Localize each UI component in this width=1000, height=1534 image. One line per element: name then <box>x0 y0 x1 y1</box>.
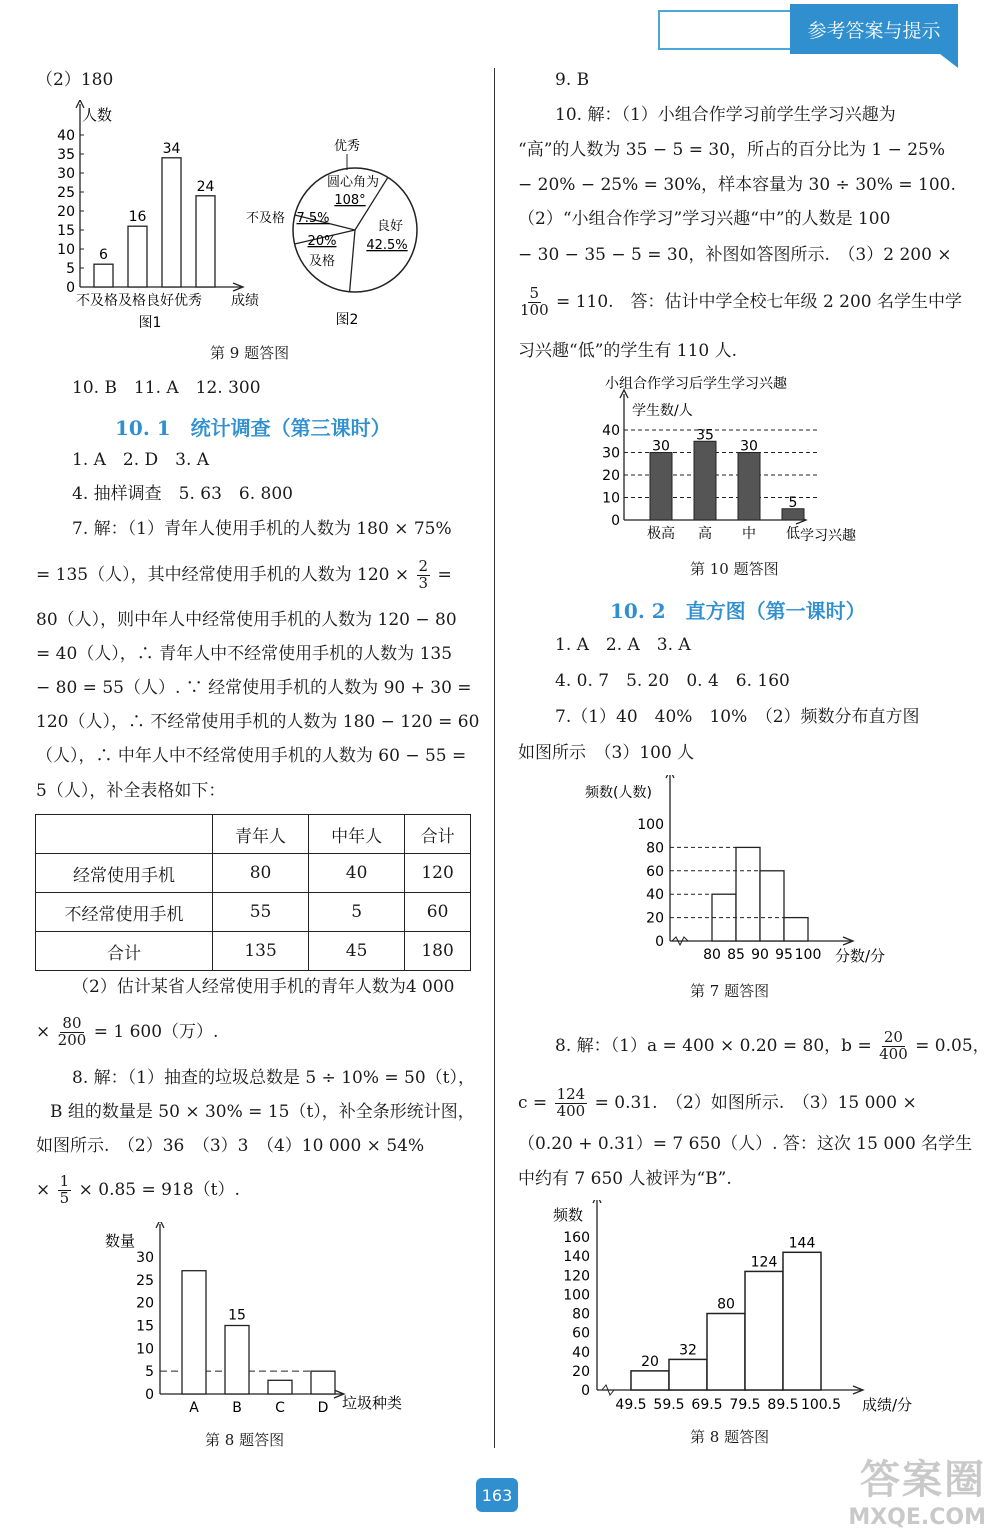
bar <box>736 847 760 941</box>
y-tick-label: 80 <box>646 840 664 857</box>
answer-line <box>518 286 962 319</box>
answer-line: 如图所示 （3）100 人 <box>518 743 695 763</box>
bar <box>784 918 808 941</box>
x-tick-label: 极高 <box>647 526 675 542</box>
answer-line: 8. 解：（1）抽查的垃圾总数是 5 ÷ 10% = 50（t）， <box>72 1068 476 1088</box>
bar-value-label: 30 <box>740 438 758 455</box>
y-tick-label: 10 <box>136 1341 154 1358</box>
table-cell: 120 <box>405 854 471 893</box>
fig8-right-histogram <box>550 1200 930 1415</box>
y-tick-label: 0 <box>145 1387 154 1403</box>
section-title: 10. 1 统计调查（第三课时） <box>115 416 391 440</box>
fraction <box>879 1030 908 1063</box>
table-cell: 55 <box>213 893 309 932</box>
denominator: 400 <box>556 1101 586 1120</box>
denominator: 100 <box>520 300 549 319</box>
text-segment: c = <box>518 1092 548 1113</box>
fig10-bar-chart <box>600 370 890 550</box>
answer-line: 80（人），则中年人中经常使用手机的人数为 120 − 80 <box>36 610 457 630</box>
y-tick-label: 10 <box>602 490 620 507</box>
table-row <box>36 854 471 893</box>
pie-inner-label: 7.5% <box>296 211 330 226</box>
answer-line: 5（人），补全表格如下： <box>36 781 226 801</box>
table-cell: 60 <box>405 893 471 932</box>
fraction <box>417 559 431 592</box>
answer-line: 9. B <box>555 70 590 90</box>
answer-line <box>518 1087 917 1120</box>
fig8-right-caption: 第 8 题答图 <box>690 1428 770 1446</box>
pie-slice-label: 优秀 <box>333 139 361 154</box>
bar-value-label: 24 <box>196 178 215 195</box>
pie-inner-label: 圆心角为 <box>326 175 380 190</box>
x-tick-label: 中 <box>742 526 756 542</box>
pie-slice-label: 良好 <box>376 219 404 234</box>
pie-inner-label: 20% <box>307 234 337 249</box>
text-segment: × <box>36 1179 51 1200</box>
x-tick-label: 80 <box>703 947 721 963</box>
x-tick-label: 89.5 <box>767 1397 799 1413</box>
y-tick-label: 10 <box>57 242 75 258</box>
x-tick-label: 85 <box>727 947 745 963</box>
y-axis-label: 人数 <box>82 106 113 124</box>
y-tick-label: 0 <box>655 934 664 950</box>
y-tick-label: 40 <box>572 1344 590 1361</box>
y-tick-label: 100 <box>637 817 664 833</box>
fig8-left-caption: 第 8 题答图 <box>205 1431 285 1449</box>
answer-line: − 20% − 25% = 30%，样本容量为 30 ÷ 30% = 100. <box>518 175 956 195</box>
table-cell: 青年人 <box>213 815 309 854</box>
y-tick-label: 40 <box>57 128 75 144</box>
bar <box>94 264 113 287</box>
answer-line: 中约有 7 650 人被评为“B”. <box>518 1169 732 1189</box>
denominator: 5 <box>59 1188 70 1207</box>
watermark-url: MXQE.COM <box>848 1505 986 1530</box>
y-tick-label: 25 <box>57 185 75 201</box>
answer-line: 4. 抽样调查 5. 63 6. 800 <box>72 484 293 504</box>
page-number: 163 <box>476 1478 518 1512</box>
bar-value-label: 144 <box>788 1235 816 1252</box>
y-axis-label: 频数 <box>553 1206 584 1224</box>
answer-line: − 80 = 55（人）. ∵ 经常使用手机的人数为 90 + 30 = <box>36 678 472 698</box>
fraction <box>58 1174 72 1207</box>
numerator: 1 <box>59 1172 70 1190</box>
numerator: 20 <box>883 1028 903 1046</box>
table-cell: 135 <box>213 932 309 971</box>
y-tick-label: 0 <box>66 280 75 296</box>
y-tick-label: 160 <box>563 1230 590 1246</box>
x-tick-label: 95 <box>775 947 793 963</box>
bar-value-label: 34 <box>162 140 181 157</box>
pie-slice-label: 及格 <box>308 254 336 269</box>
text-segment: × 0.85 = 918（t）. <box>78 1179 240 1200</box>
answer-line: 1. A 2. D 3. A <box>72 450 210 470</box>
numerator: 5 <box>529 284 540 302</box>
bar-value-label: 30 <box>652 438 670 455</box>
x-axis-label: 分数/分 <box>835 947 886 965</box>
bar-value-label: 20 <box>641 1353 659 1370</box>
fig7-caption: 第 7 题答图 <box>690 982 770 1000</box>
x-axis-label: 垃圾种类 <box>342 1394 403 1412</box>
answer-line <box>36 1016 218 1049</box>
x-tick-label: 不及格及格良好优秀 <box>76 293 202 309</box>
bar-value-label: 32 <box>679 1342 697 1359</box>
bar <box>268 1380 292 1394</box>
y-tick-label: 15 <box>136 1318 154 1335</box>
bar-value-label: 16 <box>128 209 147 226</box>
denominator: 400 <box>879 1044 908 1063</box>
table-cell: 不经常使用手机 <box>36 893 213 932</box>
numerator: 124 <box>556 1085 586 1103</box>
bar-value-label: 6 <box>99 247 108 264</box>
y-tick-label: 20 <box>646 910 664 927</box>
pie-inner-label: 42.5% <box>366 238 408 253</box>
y-tick-label: 20 <box>57 204 75 220</box>
x-axis-label: 成绩 <box>231 293 259 309</box>
fig9-pie-chart <box>230 130 430 335</box>
table-cell: 中年人 <box>309 815 405 854</box>
table-cell: 80 <box>213 854 309 893</box>
answer-line: 习兴趣“低”的学生有 110 人. <box>518 341 738 361</box>
bar <box>745 1271 783 1390</box>
x-tick-label: B <box>232 1400 242 1416</box>
text-segment: × <box>36 1021 51 1042</box>
bar <box>128 226 147 287</box>
bar <box>650 453 672 521</box>
answer-line: （2）180 <box>36 70 114 90</box>
y-axis-label: 学生数/人 <box>632 403 693 419</box>
table-row <box>36 932 471 971</box>
table-cell: 40 <box>309 854 405 893</box>
bar <box>162 158 181 287</box>
text-segment: = 0.05， <box>915 1035 990 1056</box>
bar-value-label: 15 <box>228 1307 246 1324</box>
y-tick-label: 120 <box>563 1268 590 1285</box>
answer-line: 4. 0. 7 5. 20 0. 4 6. 160 <box>555 671 790 691</box>
section-title: 10. 2 直方图（第一课时） <box>610 599 866 623</box>
y-tick-label: 80 <box>572 1306 590 1323</box>
bar <box>707 1314 745 1391</box>
x-tick-label: 59.5 <box>653 1397 685 1413</box>
y-tick-label: 15 <box>57 223 75 239</box>
bar <box>182 1271 206 1394</box>
y-tick-label: 35 <box>57 147 75 163</box>
table-cell: 经常使用手机 <box>36 854 213 893</box>
bar <box>631 1371 669 1390</box>
fraction <box>520 286 549 319</box>
phone-usage-table <box>35 814 471 971</box>
answer-line: 10. 解：（1）小组合作学习前学生学习兴趣为 <box>555 105 896 125</box>
y-tick-label: 100 <box>563 1287 590 1304</box>
y-tick-label: 30 <box>57 166 75 182</box>
chart-title: 图1 <box>138 315 162 331</box>
y-tick-label: 5 <box>145 1364 154 1381</box>
y-tick-label: 20 <box>572 1363 590 1380</box>
answer-line: 如图所示. （2）36 （3）3 （4）10 000 × 54% <box>36 1136 425 1156</box>
x-tick-label: 79.5 <box>729 1397 761 1413</box>
answer-line: （0.20 + 0.31）= 7 650（人）. 答：这次 15 000 名学生 <box>518 1134 973 1154</box>
table-cell: 合计 <box>36 932 213 971</box>
x-axis-label: 成绩/分 <box>862 1396 913 1414</box>
bar <box>225 1326 249 1395</box>
header-tail <box>940 54 958 68</box>
y-axis-label: 频数(人数) <box>585 785 652 801</box>
bar <box>196 196 215 287</box>
bar <box>311 1371 335 1394</box>
fig7-histogram <box>580 775 900 975</box>
y-tick-label: 5 <box>66 261 75 277</box>
x-tick-label: 90 <box>751 947 769 963</box>
answer-line: B 组的数量是 50 × 30% = 15（t），补全条形统计图， <box>50 1102 475 1122</box>
x-tick-label: 低 <box>786 526 800 542</box>
answer-line: “高”的人数为 35 − 5 = 30，所占的百分比为 1 − 25% <box>518 140 946 160</box>
answer-line: （2）估计某省人经常使用手机的青年人数为4 000 <box>72 977 455 997</box>
fraction <box>555 1087 588 1120</box>
bar-value-label: 80 <box>717 1296 735 1313</box>
y-tick-label: 20 <box>136 1295 154 1312</box>
table-cell: 5 <box>309 893 405 932</box>
x-tick-label: C <box>275 1400 285 1416</box>
watermark-text: 答案圈 <box>860 1457 986 1503</box>
answer-line: 120（人），∴ 不经常使用手机的人数为 180 − 120 = 60 <box>36 712 480 732</box>
y-tick-label: 40 <box>646 887 664 904</box>
column-divider <box>494 68 495 1448</box>
bar <box>669 1359 707 1390</box>
text-segment: = 0.31. （2）如图所示. （3）15 000 × <box>594 1092 917 1113</box>
y-tick-label: 60 <box>646 863 664 880</box>
fig9-caption: 第 9 题答图 <box>210 344 290 362</box>
y-tick-label: 0 <box>581 1383 590 1399</box>
text-segment: = 1 600（万）. <box>93 1021 219 1042</box>
y-axis-label: 数量 <box>105 1232 136 1250</box>
bar-value-label: 35 <box>696 427 714 444</box>
bar <box>783 1252 821 1390</box>
bar-value-label: 124 <box>750 1254 778 1271</box>
bar <box>760 871 784 941</box>
answer-line: = 40（人），∴ 青年人中不经常使用手机的人数为 135 <box>36 644 453 664</box>
table-cell: 45 <box>309 932 405 971</box>
denominator: 200 <box>57 1030 87 1049</box>
x-tick-label: 高 <box>698 526 712 542</box>
bar <box>738 453 760 521</box>
table-header-row <box>36 815 471 854</box>
y-tick-label: 25 <box>136 1272 154 1289</box>
y-tick-label: 30 <box>136 1250 154 1266</box>
bar-value-label: 5 <box>788 494 798 511</box>
header-title: 参考答案与提示 <box>790 4 958 54</box>
y-tick-label: 40 <box>602 423 620 439</box>
answer-line: 1. A 2. A 3. A <box>555 635 691 655</box>
table-cell: 合计 <box>405 815 471 854</box>
y-tick-label: 0 <box>611 513 620 529</box>
y-tick-label: 60 <box>572 1325 590 1342</box>
chart-title: 小组合作学习后学生学习兴趣 <box>605 376 787 392</box>
fig10-caption: 第 10 题答图 <box>690 560 779 578</box>
text-segment: = <box>437 564 452 585</box>
pie-slice-border <box>350 230 355 292</box>
x-tick-label: 49.5 <box>615 1397 647 1413</box>
fig8-left-bar-chart <box>100 1222 420 1422</box>
answer-line <box>36 1174 240 1207</box>
text-segment: = 110. 答：估计中学全校七年级 2 200 名学生中学 <box>556 291 963 312</box>
x-tick-label: D <box>317 1400 329 1416</box>
pie-slice-label: 不及格 <box>245 211 285 226</box>
bar <box>694 441 716 520</box>
answer-line: − 30 − 35 − 5 = 30，补图如答图所示. （3）2 200 × <box>518 245 952 265</box>
text-segment: 8. 解：（1）a = 400 × 0.20 = 80，b = <box>555 1035 872 1056</box>
y-tick-label: 20 <box>602 468 620 484</box>
pie-inner-value: 108° <box>334 193 366 208</box>
answer-line: （人），∴ 中年人中不经常使用手机的人数为 60 − 55 = <box>36 746 467 766</box>
y-tick-label: 140 <box>563 1249 590 1266</box>
answer-line <box>36 559 452 592</box>
denominator: 3 <box>418 573 429 592</box>
fraction <box>58 1016 87 1049</box>
answer-line: 7.（1）40 40% 10% （2）频数分布直方图 <box>555 707 920 727</box>
table-row <box>36 893 471 932</box>
numerator: 80 <box>62 1014 82 1032</box>
x-tick-label: 69.5 <box>691 1397 723 1413</box>
watermark-logo <box>848 1448 986 1530</box>
answer-line <box>555 1030 990 1063</box>
chart-title: 图2 <box>335 312 359 328</box>
x-axis-label: 学习兴趣 <box>800 528 856 544</box>
table-cell: 180 <box>405 932 471 971</box>
answer-line: 10. B 11. A 12. 300 <box>72 378 261 398</box>
x-tick-label: 100 <box>794 947 822 963</box>
x-tick-label: A <box>189 1400 199 1416</box>
table-cell <box>36 815 213 854</box>
numerator: 2 <box>418 557 429 575</box>
y-tick-label: 30 <box>602 445 620 462</box>
answer-line: 7. 解：（1）青年人使用手机的人数为 180 × 75% <box>72 519 452 539</box>
text-segment: = 135（人），其中经常使用手机的人数为 120 × <box>36 564 410 585</box>
answer-line: （2）“小组合作学习”学习兴趣“中”的人数是 100 <box>518 209 891 229</box>
x-tick-label: 100.5 <box>800 1397 842 1413</box>
